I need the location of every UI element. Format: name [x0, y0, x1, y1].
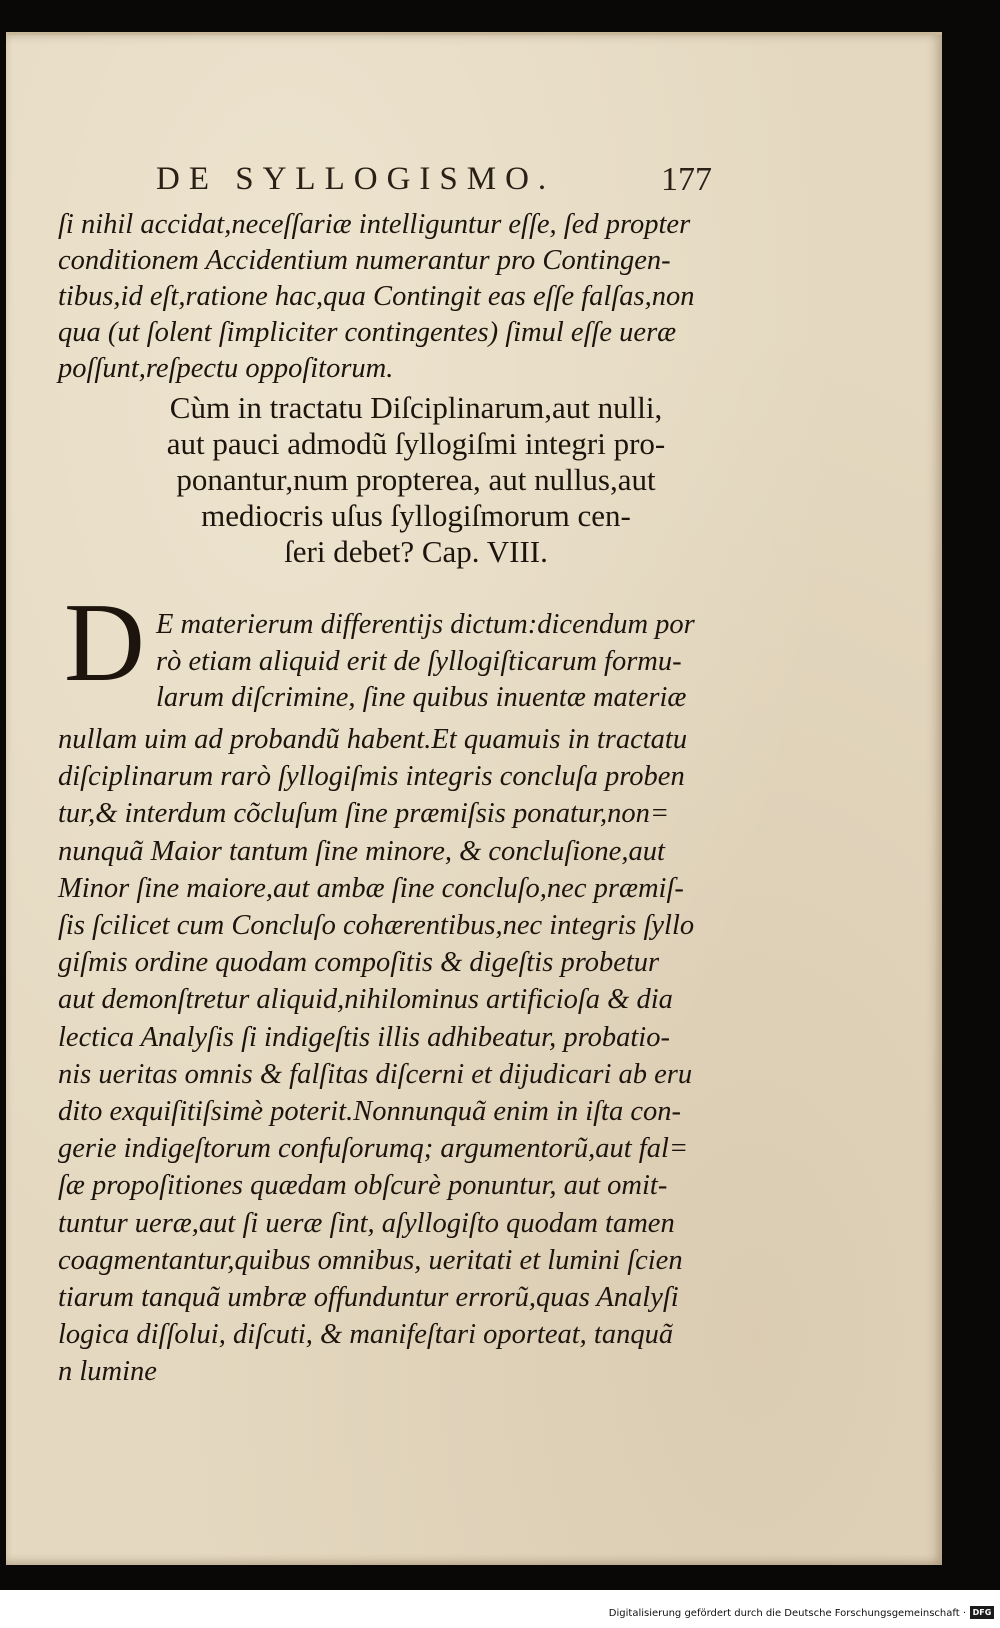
catchword-line: n lumine: [58, 1356, 157, 1388]
text-line: tibus,id eſt,ratione hac,qua Contingit eas eſſe falſas,non: [58, 281, 695, 312]
text-line: Minor ſine maiore,aut ambæ ſine concluſo,nec præmiſ-: [58, 872, 684, 904]
book-page: [6, 32, 942, 1565]
text-line: rò etiam aliquid erit de ſyllogiſticarum formu-: [156, 645, 682, 677]
text-line: nunquã Maior tantum ſine minore, & concluſione,aut: [58, 835, 665, 867]
drop-cap-initial: D: [64, 581, 145, 705]
text-line: E materierum differentijs dictum:dicendum por: [156, 609, 695, 640]
text-line: ſis ſcilicet cum Concluſo cohærentibus,nec integris ſyllo: [58, 910, 695, 942]
text-line: tiarum tanquã umbræ offunduntur errorũ,quas Analyſi: [58, 1282, 679, 1314]
text-line: tuntur ueræ,aut ſi ueræ ſint, aſyllogiſto quodam tamen: [58, 1207, 675, 1239]
page-number: 177: [661, 161, 712, 198]
text-line: poſſunt,reſpectu oppoſitorum.: [58, 353, 394, 384]
text-line: ſæ propoſitiones quædam obſcurè ponuntur, aut omit-: [58, 1170, 668, 1202]
text-line: nullam uim ad probandũ habent.Et quamuis in tractatu: [58, 724, 688, 755]
text-block-top: [58, 207, 758, 387]
text-line: gerie indigeſtorum confuſorumq; argumentorũ,aut fal=: [58, 1133, 689, 1165]
chapter-heading: [76, 390, 756, 570]
heading-line: Cùm in tractatu Diſciplinarum,aut nulli,: [169, 390, 663, 425]
text-line: dito exquiſitiſsimè poterit.Nonnunquã enim in iſta con-: [58, 1096, 681, 1128]
text-line: tur,& interdum cõcluſum ſine præmiſsis ponatur,non=: [58, 798, 670, 830]
heading-line: ſeri debet? Cap. VIII.: [284, 534, 548, 569]
running-head: DE SYLLOGISMO.: [156, 161, 556, 197]
text-line: qua (ut ſolent ſimpliciter contingentes) ſimul eſſe ueræ: [58, 317, 677, 348]
text-line: larum diſcrimine, ſine quibus inuentæ materiæ: [156, 682, 687, 714]
heading-line: ponantur,num propterea, aut nullus,aut: [176, 462, 656, 497]
text-line: giſmis ordine quodam compoſitis & digeſtis probetur: [58, 947, 660, 979]
text-block-main: [58, 721, 758, 1391]
text-line: nis ueritas omnis & falſitas diſcerni et dijudicari ab eru: [58, 1058, 693, 1090]
heading-line: aut pauci admodũ ſyllogiſmi integri pro-: [166, 426, 666, 461]
dfg-logo: DFG: [970, 1606, 994, 1619]
text-line: conditionem Accidentium numerantur pro Contingen-: [58, 245, 671, 276]
heading-line: mediocris uſus ſyllogiſmorum cen-: [201, 498, 631, 533]
digitization-credit: Digitalisierung gefördert durch die Deutsche Forschungsgemeinschaft ·: [608, 1608, 966, 1619]
text-line: coagmentantur,quibus omnibus, ueritati et lumini ſcien: [58, 1244, 683, 1276]
text-line: diſciplinarum rarò ſyllogiſmis integris concluſa proben: [58, 761, 685, 793]
text-line: lectica Analyſis ſi indigeſtis illis adhibeatur, probatio-: [58, 1021, 670, 1053]
text-block-indented: [156, 607, 766, 717]
text-line: logica diſſolui, diſcuti, & manifeſtari oporteat, tanquã: [58, 1319, 674, 1351]
text-line: aut demonſtretur aliquid,nihilominus artificioſa & dia: [58, 984, 673, 1016]
text-line: ſi nihil accidat,neceſſariæ intelliguntur eſſe, ſed propter: [58, 209, 691, 240]
